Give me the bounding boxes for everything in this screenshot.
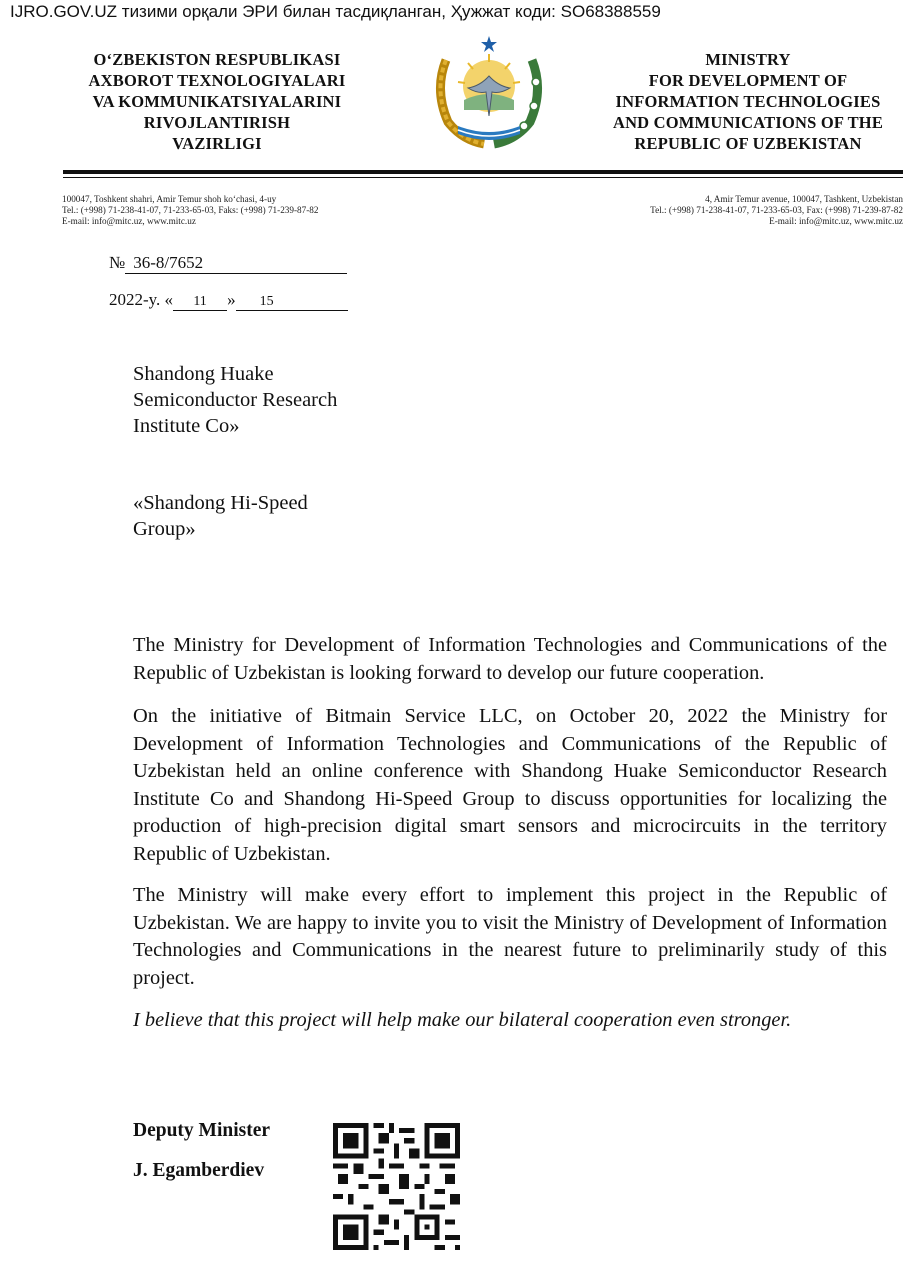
paragraph-closing: I believe that this project will help make our bilateral cooperation even stronger. (133, 1009, 792, 1031)
header-right-line: FOR DEVELOPMENT OF (648, 71, 848, 90)
date-separator: » (227, 290, 236, 309)
number-label: № (109, 253, 126, 272)
ministry-name-english (588, 49, 908, 154)
address-line: 4, Amir Temur avenue, 100047, Tashkent, Uzbekistan (705, 194, 903, 204)
year-prefix: 2022-y. « (109, 290, 174, 309)
registration-number (109, 253, 347, 274)
verification-banner: IJRO.GOV.UZ тизими орқали ЭРИ билан тасдиқланган, Ҳужжат коди: SO68388559 (10, 2, 661, 21)
state-emblem-icon (428, 30, 550, 152)
address-line: Tel.: (+998) 71-238-41-07, 71-233-65-03, Faks: (+998) 71-239-87-82 (62, 205, 319, 215)
header-left-line: O‘ZBEKISTON RESPUBLIKASI (93, 50, 341, 69)
header-left-line: VA KOMMUNIKATSIYALARINI (92, 92, 342, 111)
addressee-line: Institute Co» (133, 415, 240, 437)
header-left-line: RIVOJLANTIRISH (143, 113, 291, 132)
qr-code-icon (333, 1123, 460, 1250)
header-divider (63, 170, 903, 174)
addressee-huake (133, 361, 337, 439)
header-left-line: VAZIRLIGI (172, 134, 262, 153)
registration-date (109, 290, 348, 311)
addressee-line: Shandong Huake (133, 363, 274, 385)
addressee-line: «Shandong Hi-Speed (133, 492, 308, 514)
ministry-name-uzbek (62, 49, 372, 154)
header-divider-thin (63, 177, 903, 178)
header-right-line: INFORMATION TECHNOLOGIES (615, 92, 881, 111)
header-right-line: AND COMMUNICATIONS OF THE (612, 113, 884, 132)
address-uzbek (62, 194, 318, 227)
address-line: E-mail: info@mitc.uz, www.mitc.uz (62, 216, 196, 226)
header-right-line: MINISTRY (705, 50, 791, 69)
paragraph-conference: On the initiative of Bitmain Service LLC, on October 20, 2022 the Ministry for Development of Information Technologies and Communications of the Republic of Uzbekistan held an online conference with Shandong Huake Semiconductor Research Institute Co and Shandong Hi-Speed Group to discuss opportunities for localizing the production of high-precision digital smart sensors and microcircuits in the territory Republic of Uzbekistan. (133, 705, 887, 865)
signatory-title: Deputy Minister (133, 1120, 271, 1141)
addressee-hi-speed (133, 490, 308, 542)
address-line: 100047, Toshkent shahri, Amir Temur shoh ko‘chasi, 4-uy (62, 194, 277, 204)
date-day: 15 (236, 294, 348, 311)
header-left-line: AXBOROT TEXNOLOGIYALARI (88, 71, 346, 90)
addressee-line: Semiconductor Research (133, 389, 338, 411)
address-line: Tel.: (+998) 71-238-41-07, 71-233-65-03, Fax: (+998) 71-239-87-82 (650, 205, 903, 215)
header-right-line: REPUBLIC OF UZBEKISTAN (634, 134, 862, 153)
number-value: 36-8/7652 (125, 253, 347, 274)
signatory-name: J. Egamberdiev (133, 1160, 265, 1181)
date-month: 11 (173, 294, 227, 311)
address-line: E-mail: info@mitc.uz, www.mitc.uz (769, 216, 903, 226)
paragraph-invitation: The Ministry will make every effort to implement this project in the Republic of Uzbekistan. We are happy to invite you to visit the Ministry of Development of Information Technologies and Communications in the nearest future to preliminarily study of this project. (133, 884, 887, 989)
address-english (650, 194, 903, 227)
paragraph-intro: The Ministry for Development of Information Technologies and Communications of the Republic of Uzbekistan is looking forward to develop our future cooperation. (133, 634, 887, 684)
addressee-line: Group» (133, 518, 196, 540)
